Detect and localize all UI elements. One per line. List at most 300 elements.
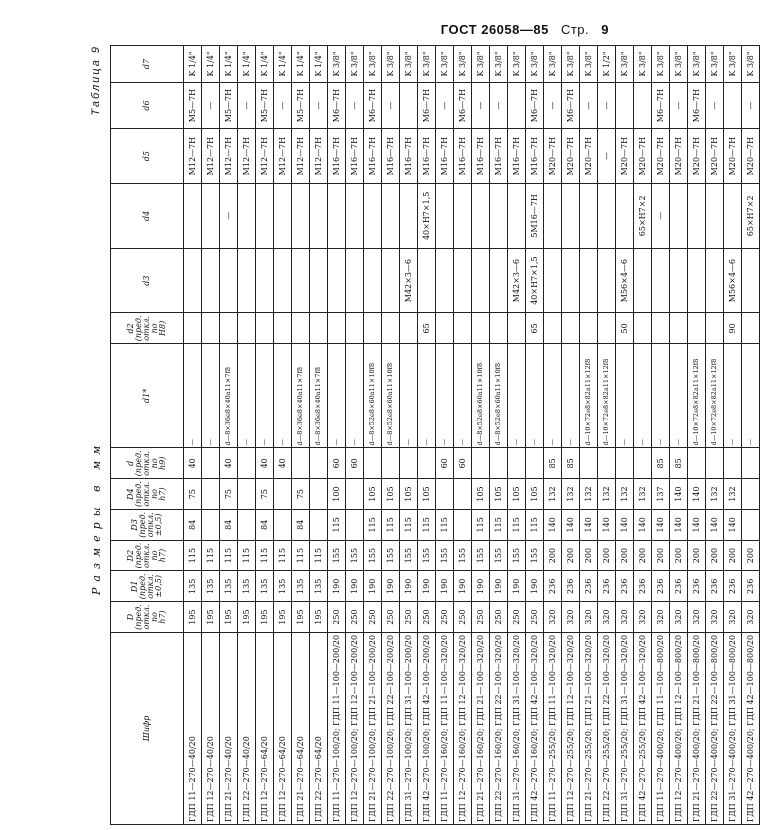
table-cell: ГДП 12—270—160/20; ГДП 12—100—320/20 — [454, 632, 472, 824]
table-cell: 115 — [436, 509, 454, 540]
table-cell: 137 — [652, 479, 670, 510]
table-cell: ГДП 22—270—160/20; ГДП 22—100—320/20 — [490, 632, 508, 824]
table-cell: ГДП 22—270—400/20; ГДП 22—100—800/20 — [706, 632, 724, 824]
table-cell: 65 — [418, 313, 436, 344]
table-cell: d—8×36e8×40a11×7f8 — [220, 344, 238, 448]
table-cell: 195 — [310, 602, 328, 633]
table-cell — [310, 313, 328, 344]
table-cell: 200 — [634, 540, 652, 571]
table-cell: 236 — [724, 571, 742, 602]
table-cell — [508, 448, 526, 479]
table-cell: 250 — [454, 602, 472, 633]
table-cell: 320 — [688, 602, 706, 633]
table-cell: — — [436, 82, 454, 128]
table-cell: 140 — [616, 509, 634, 540]
table-cell — [328, 248, 346, 313]
table-cell: M16—7H — [436, 129, 454, 184]
table-cell: ГДП 12—270—255/20; ГДП 12—100—320/20 — [562, 632, 580, 824]
table-cell: ГДП 42—270—400/20; ГДП 42—100—800/20 — [742, 632, 760, 824]
table-cell: d—8×36e8×40a11×7f8 — [292, 344, 310, 448]
table-cell: 190 — [508, 571, 526, 602]
table-cell: 236 — [598, 571, 616, 602]
table-cell — [724, 448, 742, 479]
table-row — [634, 46, 652, 825]
table-cell: 155 — [508, 540, 526, 571]
table-cell: K 3/8" — [382, 46, 400, 83]
table-cell: M12—7H — [256, 129, 274, 184]
table-cell — [382, 448, 400, 479]
table-cell: 200 — [598, 540, 616, 571]
table-cell — [598, 448, 616, 479]
table-cell: 132 — [706, 479, 724, 510]
table-cell: M20—7H — [670, 129, 688, 184]
table-cell: 140 — [670, 509, 688, 540]
table-cell — [256, 183, 274, 248]
table-cell: — — [256, 344, 274, 448]
table-cell: K 1/4" — [310, 46, 328, 83]
table-cell: M16—7H — [454, 129, 472, 184]
table-row — [454, 46, 472, 825]
table-cell — [688, 183, 706, 248]
table-cell — [436, 183, 454, 248]
table-cell: 320 — [724, 602, 742, 633]
table-cell: — — [490, 82, 508, 128]
table-cell — [202, 183, 220, 248]
table-cell: 60 — [436, 448, 454, 479]
table-cell: 236 — [706, 571, 724, 602]
table-cell: M5—7H — [184, 82, 202, 128]
table-cell — [346, 509, 364, 540]
table-cell — [310, 509, 328, 540]
table-cell: — — [274, 344, 292, 448]
table-cell: K 3/8" — [580, 46, 598, 83]
table-cell: 190 — [526, 571, 544, 602]
table-cell — [634, 248, 652, 313]
table-cell: 115 — [292, 540, 310, 571]
table-cell — [382, 313, 400, 344]
table-cell: 320 — [616, 602, 634, 633]
table-cell: 320 — [670, 602, 688, 633]
table-cell: K 3/8" — [364, 46, 382, 83]
table-cell: 84 — [292, 509, 310, 540]
table-cell: 236 — [580, 571, 598, 602]
table-cell: 195 — [220, 602, 238, 633]
table-cell — [562, 248, 580, 313]
table-cell: 155 — [346, 540, 364, 571]
table-cell — [310, 183, 328, 248]
table-cell: 195 — [184, 602, 202, 633]
table-cell: — — [382, 82, 400, 128]
table-cell: ГДП 21—270—255/20; ГДП 21—100—320/20 — [580, 632, 598, 824]
table-cell: d—8×52e8×60a11×10f8 — [490, 344, 508, 448]
table-cell: 40 — [256, 448, 274, 479]
table-cell: — — [274, 82, 292, 128]
table-row — [184, 46, 202, 825]
table-cell: M20—7H — [688, 129, 706, 184]
table-cell: 250 — [400, 602, 418, 633]
table-cell: ГДП 21—270—400/20; ГДП 21—100—800/20 — [688, 632, 706, 824]
table-cell: 60 — [454, 448, 472, 479]
table-cell — [670, 248, 688, 313]
table-cell: 135 — [184, 571, 202, 602]
table-cell: 132 — [724, 479, 742, 510]
column-header: D (пред. откл. по h7) — [111, 602, 184, 633]
table-cell: 40 — [274, 448, 292, 479]
table-cell: K 3/8" — [616, 46, 634, 83]
table-cell — [220, 313, 238, 344]
table-cell: 250 — [418, 602, 436, 633]
table-cell: ГДП 31—270—255/20; ГДП 31—100—320/20 — [616, 632, 634, 824]
table-row — [616, 46, 634, 825]
table-cell: 155 — [364, 540, 382, 571]
table-cell: K 3/8" — [742, 46, 760, 83]
table-cell — [508, 82, 526, 128]
table-cell: 320 — [562, 602, 580, 633]
table-cell: M20—7H — [634, 129, 652, 184]
table-caption: Таблица 9 — [90, 45, 102, 116]
table-cell: 132 — [598, 479, 616, 510]
table-cell — [742, 509, 760, 540]
table-cell: 320 — [598, 602, 616, 633]
table-cell — [562, 183, 580, 248]
table-cell: 65 — [526, 313, 544, 344]
table-cell: M6—7H — [454, 82, 472, 128]
table-cell — [454, 479, 472, 510]
table-cell — [274, 313, 292, 344]
table-row — [508, 46, 526, 825]
table-cell — [670, 313, 688, 344]
table-cell: 250 — [382, 602, 400, 633]
table-header-row — [111, 46, 184, 825]
table-body — [184, 46, 760, 825]
table-cell: M16—7H — [364, 129, 382, 184]
table-row — [202, 46, 220, 825]
table-cell — [508, 313, 526, 344]
table-cell: 236 — [544, 571, 562, 602]
column-header: d (пред. откл. по h9) — [111, 448, 184, 479]
table-cell: 40 — [220, 448, 238, 479]
table-cell: 140 — [544, 509, 562, 540]
table-cell — [688, 248, 706, 313]
table-cell: M6—7H — [652, 82, 670, 128]
table-cell: 155 — [382, 540, 400, 571]
table-cell — [742, 479, 760, 510]
table-cell — [220, 248, 238, 313]
table-cell: M20—7H — [706, 129, 724, 184]
column-header: d3 — [111, 248, 184, 313]
table-cell — [598, 248, 616, 313]
table-cell: 140 — [724, 509, 742, 540]
table-cell — [346, 248, 364, 313]
table-cell: 200 — [670, 540, 688, 571]
table-cell: K 3/8" — [418, 46, 436, 83]
table-cell — [328, 313, 346, 344]
table-cell — [472, 313, 490, 344]
table-cell — [238, 448, 256, 479]
column-header: D4 (пред. откл. по h7) — [111, 479, 184, 510]
table-cell: 140 — [688, 509, 706, 540]
table-row — [364, 46, 382, 825]
table-cell: 100 — [328, 479, 346, 510]
table-cell: M16—7H — [472, 129, 490, 184]
table-cell — [634, 313, 652, 344]
table-cell: M20—7H — [562, 129, 580, 184]
table-cell: 236 — [742, 571, 760, 602]
table-cell: K 3/8" — [562, 46, 580, 83]
table-cell: 155 — [328, 540, 346, 571]
table-cell: — — [742, 82, 760, 128]
table-cell: 200 — [706, 540, 724, 571]
table-cell — [652, 313, 670, 344]
table-cell: K 3/8" — [688, 46, 706, 83]
table-cell: 40×H7×1,5 — [418, 183, 436, 248]
table-cell — [580, 313, 598, 344]
table-cell — [436, 248, 454, 313]
table-cell — [364, 448, 382, 479]
table-cell: 200 — [544, 540, 562, 571]
table-cell: — — [526, 344, 544, 448]
table-cell: 140 — [706, 509, 724, 540]
table-cell: 155 — [418, 540, 436, 571]
table-cell: 105 — [418, 479, 436, 510]
table-cell: — — [562, 344, 580, 448]
table-cell: ГДП 22—270—255/20; ГДП 22—100—320/20 — [598, 632, 616, 824]
table-row — [382, 46, 400, 825]
table-cell: 190 — [382, 571, 400, 602]
table-cell: M6—7H — [688, 82, 706, 128]
table-cell: — — [616, 344, 634, 448]
table-cell: 84 — [256, 509, 274, 540]
table-cell: 200 — [616, 540, 634, 571]
table-cell — [238, 509, 256, 540]
table-cell: 115 — [526, 509, 544, 540]
table-cell: 190 — [400, 571, 418, 602]
table-cell: 200 — [580, 540, 598, 571]
table-cell: 105 — [490, 479, 508, 510]
table-cell: — — [202, 344, 220, 448]
table-cell — [310, 479, 328, 510]
table-cell: 85 — [544, 448, 562, 479]
table-cell: M16—7H — [400, 129, 418, 184]
table-cell — [274, 509, 292, 540]
table-cell: d—8×52e8×60a11×10f8 — [382, 344, 400, 448]
table-cell: M56×4—6 — [616, 248, 634, 313]
table-cell: 60 — [328, 448, 346, 479]
table-cell: — — [670, 82, 688, 128]
table-cell: — — [220, 183, 238, 248]
table-cell: 200 — [724, 540, 742, 571]
table-cell: 132 — [562, 479, 580, 510]
table-cell — [238, 248, 256, 313]
table-cell: M20—7H — [544, 129, 562, 184]
table-cell: K 3/8" — [670, 46, 688, 83]
table-cell: 135 — [310, 571, 328, 602]
table-cell: 115 — [220, 540, 238, 571]
table-cell: 115 — [382, 509, 400, 540]
table-cell: 190 — [328, 571, 346, 602]
table-cell: 115 — [400, 509, 418, 540]
table-row — [526, 46, 544, 825]
table-cell: — — [472, 82, 490, 128]
table-cell: — — [418, 344, 436, 448]
table-cell: M16—7H — [328, 129, 346, 184]
table-cell — [634, 448, 652, 479]
table-cell: K 3/8" — [346, 46, 364, 83]
table-cell: ГДП 31—270—100/20; ГДП 31—100—200/20 — [400, 632, 418, 824]
table-cell: 85 — [670, 448, 688, 479]
table-cell — [346, 479, 364, 510]
table-cell — [490, 183, 508, 248]
table-row — [436, 46, 454, 825]
table-cell: K 3/8" — [328, 46, 346, 83]
table-cell: M5—7H — [292, 82, 310, 128]
table-cell: 115 — [184, 540, 202, 571]
table-cell — [292, 448, 310, 479]
table-row — [256, 46, 274, 825]
table-cell: 190 — [490, 571, 508, 602]
table-cell: ГДП 11—270—400/20; ГДП 11—100—800/20 — [652, 632, 670, 824]
table-cell — [652, 248, 670, 313]
table-cell — [472, 183, 490, 248]
table-cell: 135 — [202, 571, 220, 602]
table-cell: 135 — [274, 571, 292, 602]
table-cell: 132 — [634, 479, 652, 510]
column-header: d4 — [111, 183, 184, 248]
table-cell: 195 — [274, 602, 292, 633]
table-cell — [310, 448, 328, 479]
table-cell: M5—7H — [256, 82, 274, 128]
table-cell: 155 — [400, 540, 418, 571]
table-cell: 195 — [256, 602, 274, 633]
table-cell: M16—7H — [346, 129, 364, 184]
table-cell: 84 — [184, 509, 202, 540]
table-cell: — — [544, 344, 562, 448]
table-cell: ГДП 42—270—100/20; ГДП 42—100—200/20 — [418, 632, 436, 824]
table-cell: M12—7H — [238, 129, 256, 184]
table-cell — [616, 183, 634, 248]
table-cell: — — [310, 82, 328, 128]
table-cell: 115 — [238, 540, 256, 571]
table-cell: — — [670, 344, 688, 448]
table-cell: M6—7H — [526, 82, 544, 128]
table-cell: K 3/8" — [652, 46, 670, 83]
table-row — [418, 46, 436, 825]
table-cell: 85 — [562, 448, 580, 479]
table-row — [346, 46, 364, 825]
table-cell: M16—7H — [508, 129, 526, 184]
column-header: D2 (пред. откл. по h7) — [111, 540, 184, 571]
table-cell: M5—7H — [220, 82, 238, 128]
table-cell — [706, 183, 724, 248]
table-cell: 75 — [292, 479, 310, 510]
table-cell: 320 — [580, 602, 598, 633]
table-cell — [544, 248, 562, 313]
table-cell: 90 — [724, 313, 742, 344]
table-cell — [562, 313, 580, 344]
table-cell: — — [454, 344, 472, 448]
table-cell: ГДП 12—270—40/20 — [202, 632, 220, 824]
table-cell: 155 — [436, 540, 454, 571]
table-cell: M12—7H — [220, 129, 238, 184]
table-cell — [202, 448, 220, 479]
table-cell — [706, 313, 724, 344]
table-cell: M16—7H — [382, 129, 400, 184]
table-cell: 115 — [508, 509, 526, 540]
table-cell — [292, 183, 310, 248]
column-header: d6 — [111, 82, 184, 128]
table-cell: 190 — [472, 571, 490, 602]
table-cell: 250 — [346, 602, 364, 633]
table-cell: ГДП 22—270—40/20 — [238, 632, 256, 824]
table-cell: M12—7H — [202, 129, 220, 184]
table-cell — [400, 448, 418, 479]
table-cell: — — [184, 344, 202, 448]
table-cell: ГДП 11—270—100/20; ГДП 11—100—200/20 — [328, 632, 346, 824]
table-cell: K 3/8" — [724, 46, 742, 83]
table-cell: 50 — [616, 313, 634, 344]
table-cell: — — [634, 344, 652, 448]
table-cell — [274, 183, 292, 248]
table-cell — [202, 509, 220, 540]
table-cell: M6—7H — [562, 82, 580, 128]
table-cell: M12—7H — [184, 129, 202, 184]
table-cell: d—8×52e8×60a11×10f8 — [364, 344, 382, 448]
table-cell: K 1/4" — [220, 46, 238, 83]
table-cell: K 3/8" — [490, 46, 508, 83]
table-cell: — — [724, 344, 742, 448]
table-cell: 140 — [688, 479, 706, 510]
table-cell: K 3/8" — [400, 46, 418, 83]
table-cell: K 3/8" — [454, 46, 472, 83]
table-cell — [490, 313, 508, 344]
table-cell: 84 — [220, 509, 238, 540]
table-cell: 250 — [472, 602, 490, 633]
table-cell: 190 — [418, 571, 436, 602]
table-cell: — — [598, 129, 616, 184]
table-cell — [472, 248, 490, 313]
table-cell: M20—7H — [616, 129, 634, 184]
table-cell: 250 — [490, 602, 508, 633]
table-cell: ГДП 21—270—160/20; ГДП 21—100—320/20 — [472, 632, 490, 824]
table-row — [472, 46, 490, 825]
table-cell: 75 — [184, 479, 202, 510]
table-cell: 132 — [580, 479, 598, 510]
table-cell: d—10×72e8×82a11×12f8 — [580, 344, 598, 448]
table-cell: 132 — [544, 479, 562, 510]
table-row — [670, 46, 688, 825]
table-cell: 155 — [472, 540, 490, 571]
table-cell: 200 — [562, 540, 580, 571]
table-cell — [742, 248, 760, 313]
table-cell: 200 — [652, 540, 670, 571]
table-cell: 155 — [526, 540, 544, 571]
table-cell: 135 — [256, 571, 274, 602]
table-cell: M42×3—6 — [508, 248, 526, 313]
table-cell: K 3/8" — [436, 46, 454, 83]
table-cell: 155 — [490, 540, 508, 571]
table-cell — [184, 313, 202, 344]
table-cell: M6—7H — [364, 82, 382, 128]
table-cell: 320 — [634, 602, 652, 633]
table-cell: 115 — [490, 509, 508, 540]
table-cell: 320 — [706, 602, 724, 633]
table-cell — [454, 509, 472, 540]
table-cell: M16—7H — [526, 129, 544, 184]
table-cell: ГДП 42—270—160/20; ГДП 42—100—320/20 — [526, 632, 544, 824]
table-cell — [706, 448, 724, 479]
table-cell — [454, 183, 472, 248]
standard-title: ГОСТ 26058—85 — [440, 22, 549, 37]
